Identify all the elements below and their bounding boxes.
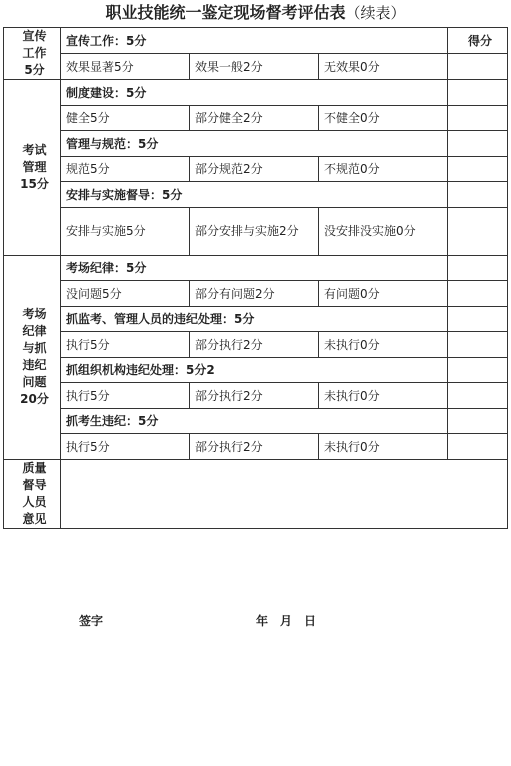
option-cell: 规范5分 [61,156,190,182]
score-cell[interactable] [448,383,508,409]
table-row [4,459,508,528]
criterion-heading: 抓监考、管理人员的违纪处理：5分 [61,306,448,332]
score-cell[interactable] [448,182,508,208]
day-label: 日 [304,613,317,628]
criterion-heading: 考场纪律：5分 [61,255,448,281]
option-cell: 部分健全2分 [190,105,319,131]
table-row [4,182,508,208]
score-cell[interactable] [448,357,508,383]
criterion-heading: 安排与实施督导：5分 [61,182,448,208]
score-cell[interactable] [448,207,508,255]
table-row [4,383,508,409]
option-cell: 部分规范2分 [190,156,319,182]
score-header: 得分 [448,28,508,54]
opinion-area[interactable] [61,459,508,628]
table-row [4,28,508,54]
score-cell[interactable] [448,332,508,358]
option-cell: 执行5分 [61,383,190,409]
option-cell: 未执行0分 [319,434,448,460]
option-cell: 未执行0分 [319,332,448,358]
year-label: 年 [256,613,269,628]
option-cell: 健全5分 [61,105,190,131]
table-row [4,54,508,80]
option-cell: 不健全0分 [319,105,448,131]
table-row [4,131,508,157]
option-cell: 部分执行2分 [190,434,319,460]
table-row [4,357,508,383]
option-cell: 不规范0分 [319,156,448,182]
month-label: 月 [280,613,293,628]
table-row [4,80,508,106]
form-title-main: 职业技能统一鉴定现场督考评估表 [105,3,346,22]
category-exam-management: 考试 管理 15分 [4,80,61,256]
option-cell: 安排与实施5分 [61,207,190,255]
option-cell: 效果显著5分 [61,54,190,80]
score-cell[interactable] [448,54,508,80]
table-row [4,306,508,332]
criterion-heading: 抓组织机构违纪处理：5分2 [61,357,448,383]
criterion-heading: 制度建设：5分 [61,80,448,106]
criterion-heading: 管理与规范：5分 [61,131,448,157]
option-cell: 没问题5分 [61,281,190,307]
score-cell[interactable] [448,105,508,131]
table-row [4,408,508,434]
option-cell: 执行5分 [61,332,190,358]
criterion-heading: 宣传工作：5分 [61,28,448,54]
table-row [4,207,508,255]
table-row [4,281,508,307]
option-cell: 部分执行2分 [190,332,319,358]
option-cell: 效果一般2分 [190,54,319,80]
date-labels [256,612,328,629]
score-cell[interactable] [448,306,508,332]
score-cell[interactable] [448,255,508,281]
option-cell: 部分执行2分 [190,383,319,409]
form-title [0,0,511,26]
score-cell[interactable] [448,434,508,460]
signature-label: 签字 [79,613,104,628]
option-cell: 没安排没实施0分 [319,207,448,255]
category-publicity: 宣传 工作 5分 [4,28,61,80]
score-cell[interactable] [448,156,508,182]
criterion-heading: 抓考生违纪：5分 [61,408,448,434]
option-cell: 无效果0分 [319,54,448,80]
option-cell: 部分有问题2分 [190,281,319,307]
score-cell[interactable] [448,408,508,434]
table-row [4,434,508,460]
score-cell[interactable] [448,281,508,307]
table-row [4,255,508,281]
category-opinion: 质量 督导 人员 意见 [4,459,61,528]
score-cell[interactable] [448,131,508,157]
form-title-suffix: （续表） [345,4,406,22]
option-cell: 有问题0分 [319,281,448,307]
category-discipline: 考场 纪律 与抓 违纪 问题 20分 [4,255,61,459]
option-cell: 未执行0分 [319,383,448,409]
option-cell: 部分安排与实施2分 [190,207,319,255]
table-row [4,156,508,182]
evaluation-table [3,27,508,628]
table-row [4,105,508,131]
table-row [4,332,508,358]
score-cell[interactable] [448,80,508,106]
option-cell: 执行5分 [61,434,190,460]
